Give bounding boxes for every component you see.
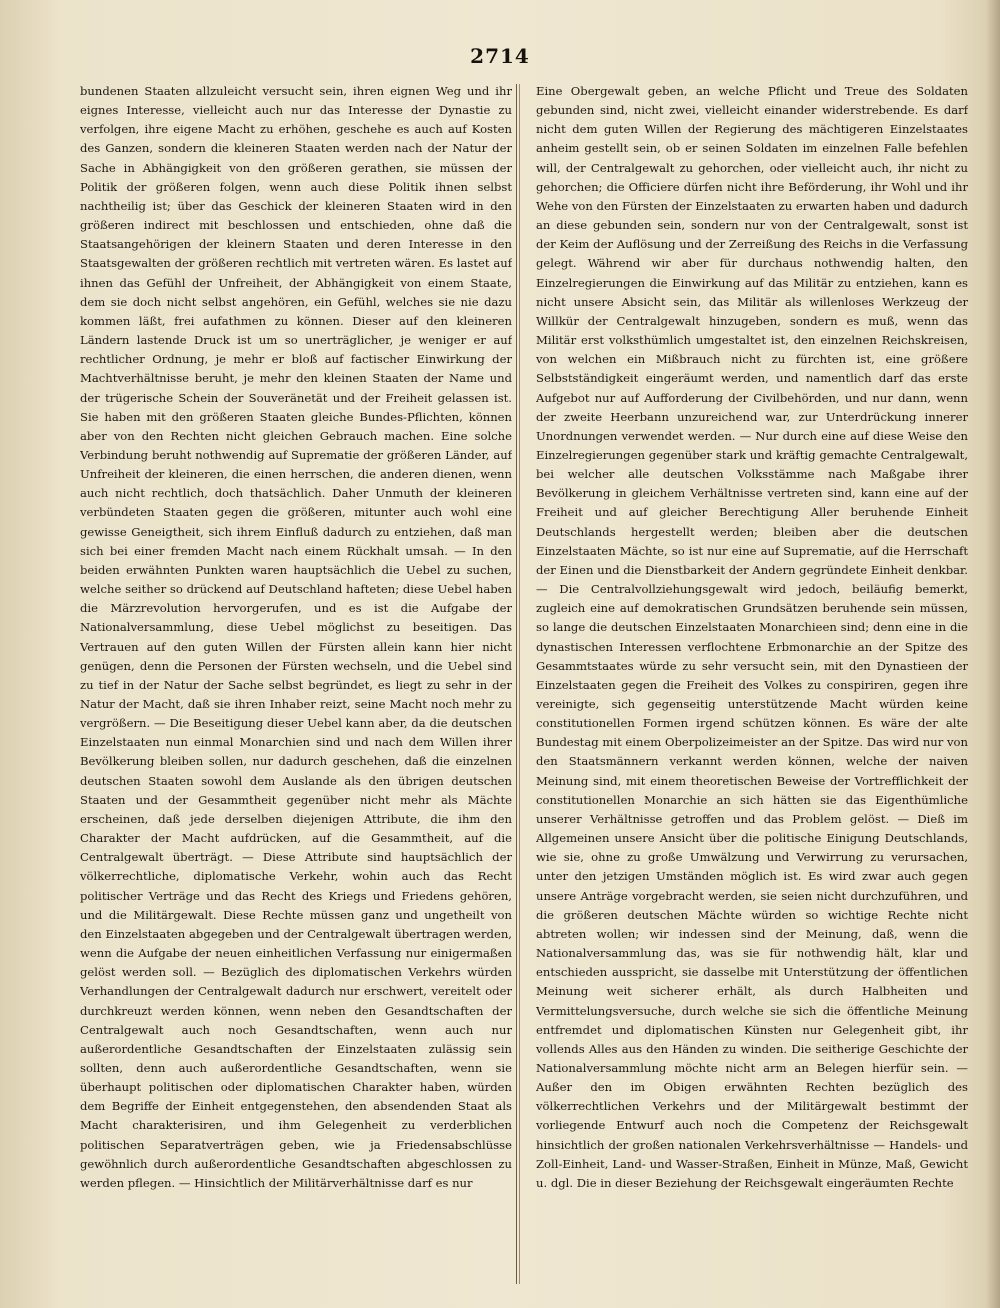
page-edge-shadow <box>986 0 1000 1308</box>
text-column-right <box>536 82 968 1297</box>
column-text: bundenen Staaten allzuleicht versucht sein, ihren eignen Weg und ihr eignes Interesse, vielleicht auch nur das Interesse der Dynastie zu verfolgen, ihre eigene Macht zu erhöhen, geschehe es auch auf Kosten des Ganzen, sondern die kleineren Staaten werden nach der Natur der Sache in Abhängigkeit von den größeren gerathen, sie müssen der Politik der größeren folgen, wenn auch diese Politik ihnen selbst nachtheilig ist; über das Geschick der kleineren Staaten wird in den größeren indirect mit beschlossen und entschieden, ohne daß die Staatsangehörigen der kleinern Staaten und deren Interesse in den Staatsgewalten der größeren rechtlich mit vertreten wären. Es lastet auf ihnen das Gefühl der Unfreiheit, der Abhängigkeit von einem Staate, dem sie doch nicht selbst angehören, ein Gefühl, welches sie nie dazu kommen läßt, frei aufathmen zu können. Dieser auf den kleineren Ländern lastende Druck ist um so unerträglicher, je weniger er auf rechtlicher Ordnung, je mehr er bloß auf factischer Einwirkung der Machtverhältnisse beruht, je mehr den kleinen Staaten der Name und der trügerische Schein der Souveränetät und der Freiheit gelassen ist. Sie haben mit den größeren Staaten gleiche Bundes-Pflichten, können aber von den Rechten nicht gleichen Gebrauch machen. Eine solche Verbindung beruht nothwendig auf Suprematie der größeren Länder, auf Unfreiheit der kleineren, die einen herrschen, die anderen dienen, wenn auch nicht rechtlich, doch thatsächlich. Daher Unmuth der kleineren verbündeten Staaten gegen die größeren, mitunter auch wohl eine gewisse Geneigtheit, sich ihrem Einfluß dadurch zu entziehen, daß man sich bei einer fremden Macht nach einem Rückhalt umsah. — In den beiden erwähnten Punkten waren hauptsächlich die Uebel zu suchen, welche seither so drückend auf Deutschland hafteten; diese Uebel haben die Märzrevolution hervorgerufen, und es ist die Aufgabe der Nationalversammlung, diese Uebel möglichst zu beseitigen. Das Vertrauen auf den guten Willen der Fürsten allein kann hier nicht genügen, denn die Personen der Fürsten wechseln, und die Uebel sind zu tief in der Natur der Sache selbst begründet, es liegt zu sehr in der Natur der Macht, daß sie ihren Inhaber reizt, seine Macht noch mehr zu vergrößern. — Die Beseitigung dieser Uebel kann aber, da die deutschen Einzelstaaten nun einmal Monarchien sind und nach dem Willen ihrer Bevölkerung bleiben sollen, nur dadurch geschehen, daß die einzelnen deutschen Staaten sowohl dem Auslande als den übrigen deutschen Staaten und der Gesammtheit gegenüber nicht mehr als Mächte erscheinen, daß jede derselben diejenigen Attribute, die ihm den Charakter der Macht aufdrücken, auf die Gesammtheit, auf die Centralgewalt überträgt. — Diese Attribute sind hauptsächlich der völkerrechtliche, diplomatische Verkehr, wohin auch das Recht politischer Verträge und das Recht des Kriegs und Friedens gehören, und die Militärgewalt. Diese Rechte müssen ganz und ungetheilt von den Einzelstaaten abgegeben und der Centralgewalt übertragen werden, wenn die Aufgabe der neuen einheitlichen Verfassung nur einigermaßen gelöst werden soll. — Bezüglich des diplomatischen Verkehrs würden Verhandlungen der Centralgewalt dadurch nur erschwert, vereitelt oder durchkreuzt werden können, wenn neben den Gesandtschaften der Centralgewalt auch noch Gesandtschaften, wenn auch nur außerordentliche Gesandtschaften der Einzelstaaten zulässig sein sollten, denn auch außerordentliche Gesandtschaften, wenn sie überhaupt politischen oder diplomatischen Charakter haben, würden dem Begriffe der Einheit entgegenstehen, den absendenden Staat als Macht charakterisiren, und ihm Gelegenheit zu verderblichen politischen Separatverträgen geben, wie ja Friedensabschlüsse gewöhnlich durch außerordentliche Gesandtschaften abgeschlossen zu werden pflegen. — Hinsichtlich der Militärverhältnisse darf es nur <box>80 84 512 1190</box>
text-column-left <box>80 82 512 1297</box>
column-text: Eine Obergewalt geben, an welche Pflicht und Treue des Soldaten gebunden sind, nicht zwei, vielleicht einander widerstrebende. Es darf nicht dem guten Willen der Regierung des mächtigeren Einzelstaates anheim gestellt sein, ob er seinen Soldaten im einzelnen Falle befehlen will, der Centralgewalt zu gehorchen, oder vielleicht auch, ihr nicht zu gehorchen; die Officiere dürfen nicht ihre Beförderung, ihr Wohl und ihr Wehe von den Fürsten der Einzelstaaten zu erwarten haben und dadurch an diese gebunden sein, sondern nur von der Centralgewalt, sonst ist der Keim der Auflösung und der Zerreißung des Reichs in die Verfassung gelegt. Während wir aber für durchaus nothwendig halten, den Einzelregierungen die Einwirkung auf das Militär zu entziehen, kann es nicht unsere Absicht sein, das Militär als willenloses Werkzeug der Willkür der Centralgewalt hinzugeben, sondern es muß, wenn das Militär erst volksthümlich umgestaltet ist, den einzelnen Reichskreisen, von welchen ein Mißbrauch nicht zu fürchten ist, eine größere Selbstständigkeit eingeräumt werden, und namentlich darf das erste Aufgebot nur auf Aufforderung der Civilbehörden, und nur dann, wenn der zweite Heerbann unzureichend war, zur Unterdrückung innerer Unordnungen verwendet werden. — Nur durch eine auf diese Weise den Einzelregierungen gegenüber stark und kräftig gemachte Centralgewalt, bei welcher alle deutschen Volksstämme nach Maßgabe ihrer Bevölkerung in gleichem Verhältnisse vertreten sind, kann eine auf der Freiheit und auf gleicher Berechtigung Aller beruhende Einheit Deutschlands hergestellt werden; bleiben aber die deutschen Einzelstaaten Mächte, so ist nur eine auf Suprematie, auf die Herrschaft der Einen und die Dienstbarkeit der Andern gegründete Einheit denkbar. — Die Centralvollziehungsgewalt wird jedoch, beiläufig bemerkt, zugleich eine auf demokratischen Grundsätzen beruhende sein müssen, so lange die deutschen Einzelstaaten Monarchieen sind; denn eine in die dynastischen Interessen verflochtene Erbmonarchie an der Spitze des Gesammtstaates würde zu sehr versucht sein, mit den Dynastieen der Einzelstaaten gegen die Freiheit des Volkes zu conspiriren, gegen ihre vereinigte, sich gegenseitig unterstützende Macht würden keine constitutionellen Formen irgend schützen können. Es wäre der alte Bundestag mit einem Oberpolizeimeister an der Spitze. Das wird nur von den Staatsmännern verkannt werden können, welche der naiven Meinung sind, mit einem theoretischen Beweise der Vortrefflichkeit der constitutionellen Monarchie an sich hätten sie das Eigenthümliche unserer Verhältnisse getroffen und das Problem gelöst. — Dieß im Allgemeinen unsere Ansicht über die politische Einigung Deutschlands, wie sie, ohne zu große Umwälzung und Verwirrung zu verursachen, unter den jetzigen Umständen möglich ist. Es wird zwar auch gegen unsere Anträge vorgebracht werden, sie seien nicht durchzuführen, und die größeren deutschen Mächte würden so wichtige Rechte nicht abtreten wollen; wir indessen sind der Meinung, daß, wenn die Nationalversammlung das, was sie für nothwendig hält, klar und entschieden ausspricht, sie dasselbe mit Unterstützung der öffentlichen Meinung weit sicherer erhält, als durch Halbheiten und Vermittelungsversuche, durch welche sie sich die öffentliche Meinung entfremdet und diplomatischen Künsten nur Gelegenheit gibt, ihr vollends Alles aus den Händen zu winden. Die seitherige Geschichte der Nationalversammlung möchte nicht arm an Belegen hierfür sein. — Außer den im Obigen erwähnten Rechten bezüglich des völkerrechtlichen Verkehrs und der Militärgewalt bestimmt der vorliegende Entwurf auch noch die Competenz der Reichsgewalt hinsichtlich der großen nationalen Verkehrsverhältnisse — Handels- und Zoll-Einheit, Land- und Wasser-Straßen, Einheit in Münze, Maß, Gewicht u. dgl. Die in dieser Beziehung der Reichsgewalt eingeräumten Rechte <box>536 84 968 1190</box>
column-divider <box>516 84 517 1284</box>
page-number: 2714 <box>470 44 530 68</box>
